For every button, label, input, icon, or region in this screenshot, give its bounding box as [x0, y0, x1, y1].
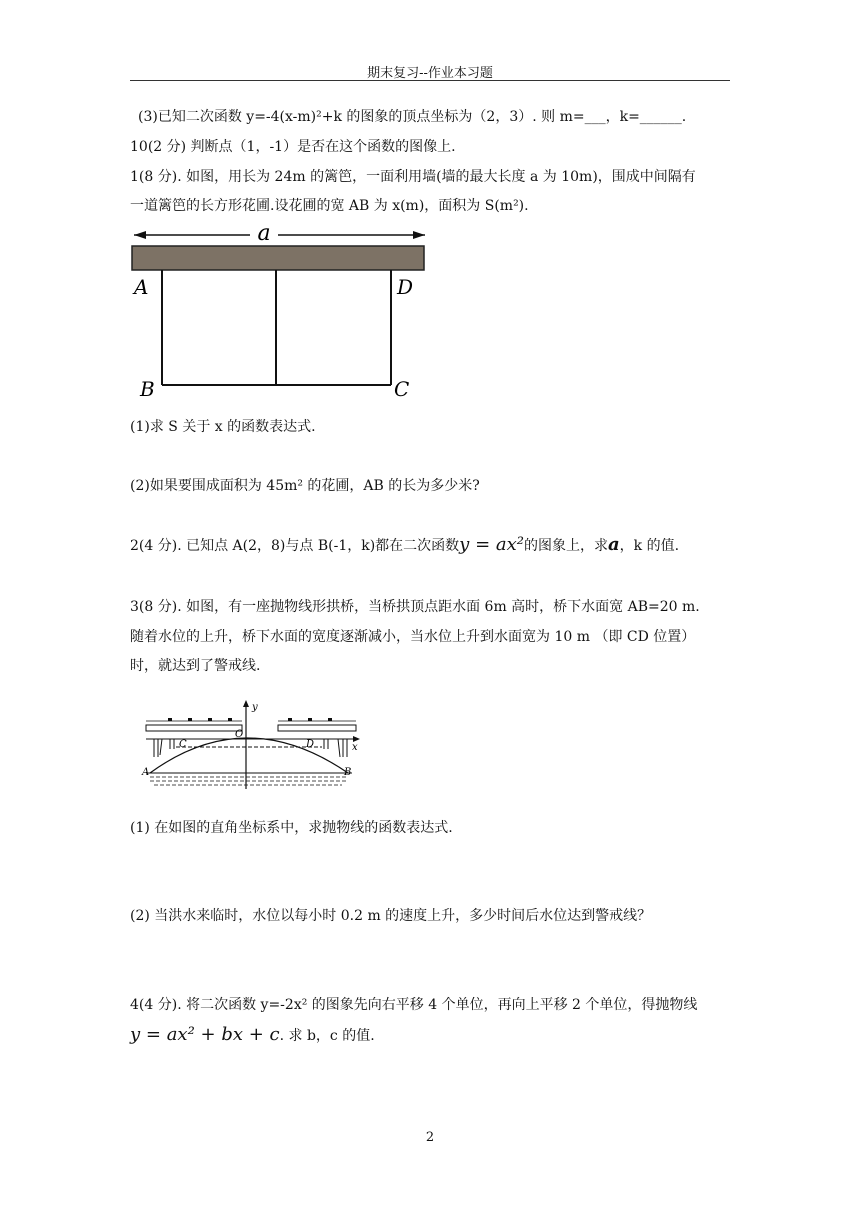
q1-part2: (2)如果要围成面积为 45m² 的花圃，AB 的长为多少米?: [130, 478, 480, 494]
bridge-figure: [138, 697, 363, 792]
line-q3-vertex: (3)已知二次函数 y=-4(x-m)²+k 的图象的顶点坐标为（2，3）. 则 m=___，k=______.: [138, 109, 687, 125]
point-B-label: B: [344, 767, 352, 778]
y-axis-arrow-icon: [243, 700, 249, 707]
q4-line-1: 4(4 分). 将二次函数 y=-2x² 的图象先向右平移 4 个单位，再向上平移 2 个单位，得抛物线: [130, 997, 698, 1013]
axis-y-label: y: [252, 702, 258, 713]
line-q10: 10(2 分) 判断点（1，-1）是否在这个函数的图像上.: [130, 139, 456, 155]
q4-line-2: y = ax² + bx + c. 求 b，c 的值.: [130, 1024, 375, 1045]
axis-x-label: x: [352, 742, 358, 753]
q1-part1: (1)求 S 关于 x 的函数表达式.: [130, 419, 316, 435]
label-D: D: [397, 275, 414, 299]
arrow-right-icon: [413, 231, 425, 239]
wall-rect: [132, 246, 424, 270]
q3-intro-3: 时，就达到了警戒线.: [130, 658, 261, 674]
point-C-label: C: [179, 739, 187, 750]
page-number: 2: [425, 1130, 435, 1145]
wall-label: a: [257, 224, 271, 246]
q3-intro-2: 随着水位的上升，桥下水面的宽度逐渐减小，当水位上升到水面宽为 10 m （即 CD 位置）: [130, 629, 696, 645]
origin-label: O: [235, 729, 244, 740]
q2-line: 2(4 分). 已知点 A(2，8)与点 B(-1，k)都在二次函数y = ax²的图象上，求a，k 的值.: [130, 534, 680, 555]
q3-part1: (1) 在如图的直角坐标系中，求抛物线的函数表达式.: [130, 820, 453, 836]
page-header: 期末复习--作业本习题: [367, 66, 493, 81]
q3-intro-1: 3(8 分). 如图，有一座抛物线形拱桥，当桥拱顶点距水面 6m 高时，桥下水面宽 AB=20 m.: [130, 599, 700, 615]
header-rule: [130, 80, 730, 81]
label-A: A: [134, 275, 149, 299]
fence-figure: [130, 224, 430, 402]
arrow-left-icon: [134, 231, 146, 239]
point-D-label: D: [306, 739, 315, 750]
point-A-label: A: [142, 767, 150, 778]
q4-formula: y = ax² + bx + c: [130, 1024, 280, 1045]
q2-formula: y = ax²: [459, 534, 524, 555]
line-q1-intro: 1(8 分). 如图，用长为 24m 的篱笆，一面利用墙(墙的最大长度 a 为 10m)，围成中间隔有: [130, 169, 696, 185]
line-q1-intro-2: 一道篱笆的长方形花圃.设花圃的宽 AB 为 x(m)，面积为 S(m²).: [130, 198, 529, 214]
label-B: B: [140, 377, 155, 401]
label-C: C: [394, 377, 410, 401]
q3-part2: (2) 当洪水来临时，水位以每小时 0.2 m 的速度上升，多少时间后水位达到警戒线？: [130, 908, 652, 924]
